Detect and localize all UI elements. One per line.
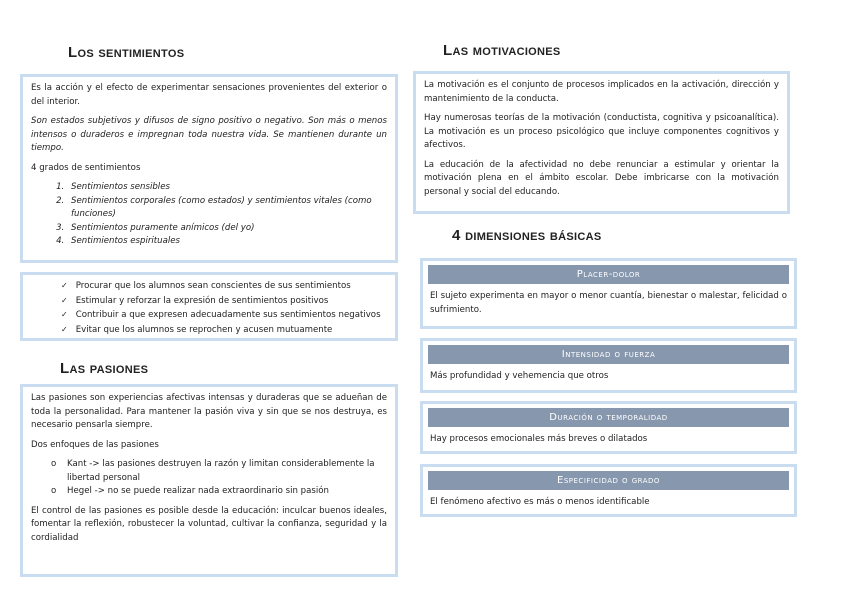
list-item: ✓ Contribuir a que expresen adecuadamente sus sentimientos negativos <box>57 308 387 323</box>
dimension-header: Intensidad o fuerza <box>428 345 789 364</box>
list-item: 3. Sentimientos puramente anímicos (del yo) <box>67 222 387 236</box>
paragraph: El control de las pasiones es posible desde la educación: inculcar buenos ideales, fomentar la reflexión, robustecer la voluntad, cultivar la confianza, seguridad y la cordialidad <box>31 505 387 543</box>
grados-list <box>31 181 387 249</box>
list-item: ✓ Procurar que los alumnos sean conscientes de sus sentimientos <box>57 279 387 294</box>
dimension-text: El fenómeno afectivo es más o menos identificable <box>430 497 650 507</box>
dimension-card <box>420 338 797 393</box>
motivaciones-title: Las motivaciones <box>443 42 561 59</box>
pasiones-box <box>20 384 398 577</box>
list-item: 4. Sentimientos espirituales <box>67 235 387 249</box>
dimension-text: Más profundidad y vehemencia que otros <box>430 371 609 381</box>
list-item: ✓ Estimular y reforzar la expresión de sentimientos positivos <box>57 294 387 309</box>
pasiones-title: Las pasiones <box>60 360 149 377</box>
dimension-text: El sujeto experimenta en mayor o menor cuantía, bienestar o malestar, felicidad o sufrimiento. <box>430 291 787 315</box>
pautas-list <box>31 279 387 337</box>
paragraph: Es la acción y el efecto de experimentar sensaciones provenientes del exterior o del interior. <box>31 83 387 107</box>
dimension-header: Duración o temporalidad <box>428 408 789 427</box>
dimension-header: Placer-dolor <box>428 265 789 284</box>
dimensiones-title: 4 dimensiones básicas <box>452 227 602 244</box>
paragraph: La motivación es el conjunto de procesos implicados en la activación, dirección y mantenimiento de la conducta. <box>424 80 779 104</box>
list-item: ✓ Evitar que los alumnos se reprochen y acusen mutuamente <box>57 323 387 338</box>
sentimientos-title: Los sentimientos <box>68 44 185 61</box>
dimension-header: Especificidad o grado <box>428 471 789 490</box>
enfoques-list <box>31 458 387 499</box>
pautas-box <box>20 272 398 341</box>
list-item: 1. Sentimientos sensibles <box>67 181 387 195</box>
paragraph: Hay numerosas teorías de la motivación (conductista, cognitiva y psicoanalítica). La motivación es un proceso psicológico que incluye componentes cognitivos y afectivos. <box>424 113 779 150</box>
paragraph: Dos enfoques de las pasiones <box>31 439 159 450</box>
dimension-card <box>420 401 797 454</box>
list-item: 2. Sentimientos corporales (como estados) y sentimientos vitales (como funciones) <box>67 195 387 222</box>
dimension-card <box>420 464 797 517</box>
list-item: o Hegel -> no se puede realizar nada extraordinario sin pasión <box>51 485 387 499</box>
list-item: o Kant -> las pasiones destruyen la razón y limitan considerablemente la libertad personal <box>51 458 387 485</box>
motivaciones-box <box>413 71 790 214</box>
dimension-card <box>420 258 797 329</box>
paragraph: 4 grados de sentimientos <box>31 162 141 173</box>
paragraph: La educación de la afectividad no debe renunciar a estimular y orientar la motivación plena en el ámbito escolar. Debe imbricarse con la motivación personal y social del educando. <box>424 159 779 197</box>
paragraph: Las pasiones son experiencias afectivas intensas y duraderas que se adueñan de toda la personalidad. Para mantener la pasión viva y sin que se nos destruya, es necesario pensarla siempre. <box>31 393 387 430</box>
paragraph: Son estados subjetivos y difusos de signo positivo o negativo. Son más o menos intensos o duraderos e impregnan toda nuestra vida. Se mantienen durante un tiempo. <box>31 116 387 153</box>
sentimientos-box <box>20 74 398 263</box>
dimension-text: Hay procesos emocionales más breves o dilatados <box>430 434 648 444</box>
